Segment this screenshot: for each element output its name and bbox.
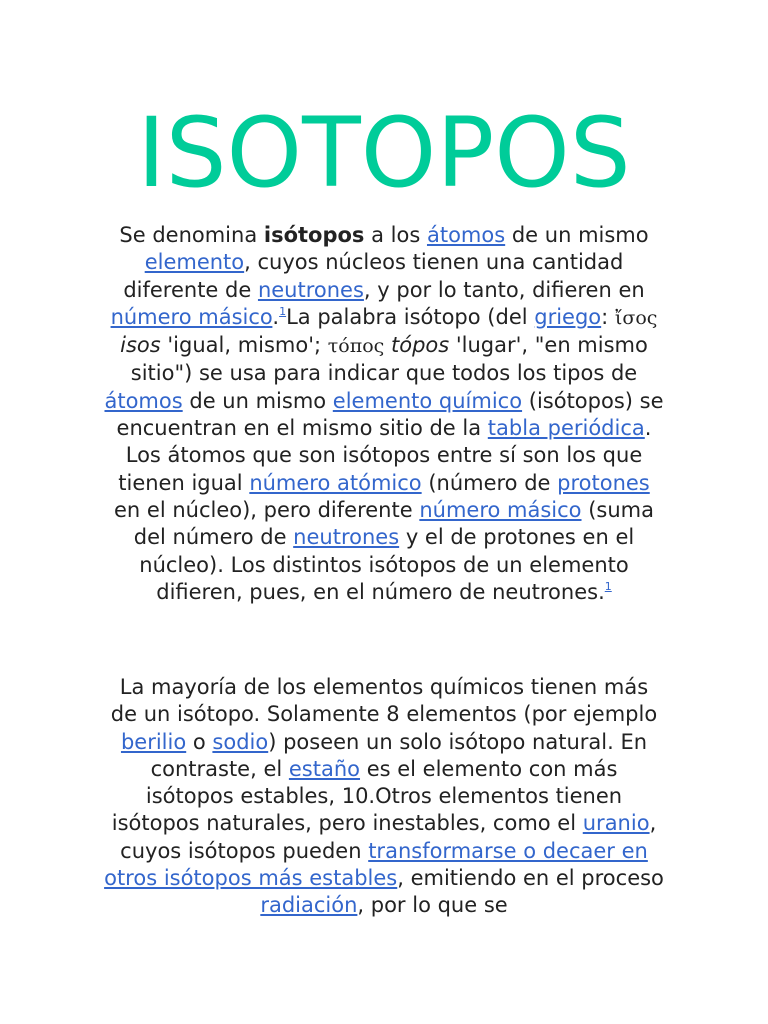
link-sodio[interactable]: sodio (212, 729, 269, 754)
text: de un mismo (505, 223, 649, 247)
text: en el núcleo), pero diferente (114, 497, 420, 522)
greek-word: τόπος (327, 335, 385, 358)
text: (número de (421, 470, 558, 495)
text: , cuyos núcleos tienen una cantidad diferente de (123, 250, 624, 302)
link-berilio[interactable]: berilio (120, 729, 187, 754)
link-numero-masico[interactable]: número másico (110, 304, 273, 329)
text: Se denomina (119, 223, 264, 247)
text (384, 333, 391, 357)
link-atomos[interactable]: átomos (104, 388, 183, 413)
link-elemento[interactable]: elemento (144, 250, 245, 275)
link-transformarse[interactable]: transformarse o decaer en otros isótopos más estables (104, 838, 648, 891)
greek-word: ἴσος (614, 306, 658, 329)
text: es el elemento con más isótopos estables, 10.Otros elementos tienen isótopos naturales, pero inestables, como el (111, 756, 623, 836)
text: o (186, 729, 213, 754)
text: (isótopos) se encuentran en el mismo sitio de la (116, 388, 664, 441)
text: . (272, 304, 280, 329)
link-radiacion[interactable]: radiación (260, 893, 358, 918)
reference-link[interactable]: 1 (279, 304, 287, 318)
link-elemento-quimico[interactable]: elemento químico (332, 388, 523, 413)
link-neutrones[interactable]: neutrones (293, 525, 400, 550)
text: 'igual, mismo'; (160, 333, 328, 358)
text: , por lo que se (357, 893, 508, 918)
text: (suma del número de (133, 497, 654, 550)
link-neutrones[interactable]: neutrones (257, 277, 364, 302)
reference-marker (605, 580, 612, 593)
text: , y por lo tanto, difieren en (363, 277, 645, 302)
link-numero-masico[interactable]: número másico (419, 497, 582, 522)
link-griego[interactable]: griego (534, 304, 602, 329)
link-atomos[interactable]: átomos (426, 223, 506, 247)
bold-term: isótopos (263, 223, 365, 247)
italic-term: tópos (390, 333, 450, 358)
text: 'lugar', "en mismo sitio") se usa para indicar que todos los tipos de (130, 333, 648, 386)
text: de un mismo (182, 388, 333, 413)
text: : (601, 304, 615, 329)
text: y el de protones en el núcleo). Los distintos isótopos de un elemento difieren, pues, en el número de neutrones. (139, 525, 635, 604)
link-uranio[interactable]: uranio (582, 811, 650, 836)
link-protones[interactable]: protones (557, 470, 650, 495)
link-estano[interactable]: estaño (288, 756, 361, 781)
text: . Los átomos que son isótopos entre sí son los que tienen igual (118, 416, 652, 495)
link-tabla-periodica[interactable]: tabla periódica (487, 416, 645, 441)
italic-term: isos (120, 333, 161, 358)
text: La palabra isótopo (del (286, 304, 535, 329)
page-title: ISOTOPOS (137, 97, 631, 209)
text: , emitiendo en el proceso (397, 866, 664, 891)
text: La mayoría de los elementos químicos tienen más de un isótopo. Solamente 8 elementos (por ejemplo (110, 675, 658, 727)
text: , cuyos isótopos pueden (120, 811, 657, 863)
reference-link[interactable]: 1 (604, 579, 612, 593)
link-numero-atomico[interactable]: número atómico (249, 470, 422, 495)
text: ) poseen un solo isótopo natural. En contraste, el (150, 729, 648, 781)
paragraph-elements (104, 674, 664, 920)
paragraph-definition (104, 222, 664, 606)
text: a los (364, 223, 427, 247)
